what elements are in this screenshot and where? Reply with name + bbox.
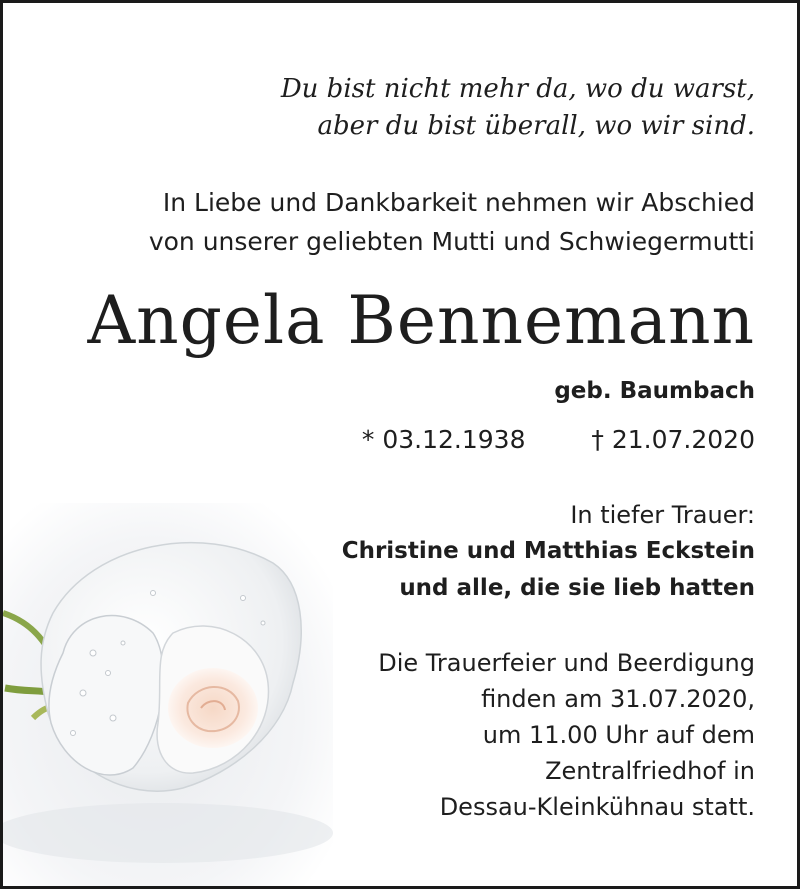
funeral-line-1: Die Trauerfeier und Beerdigung: [378, 649, 755, 677]
funeral-line-3: um 11.00 Uhr auf dem: [482, 721, 755, 749]
intro-line-1: In Liebe und Dankbarkeit nehmen wir Abschied: [162, 188, 755, 217]
funeral-line-2: finden am 31.07.2020,: [481, 685, 755, 713]
motto-line-1: Du bist nicht mehr da, wo du warst,: [280, 74, 755, 104]
funeral-line-5: Dessau-Kleinkühnau statt.: [439, 793, 755, 821]
white-rose-image: [3, 503, 333, 888]
funeral-info: [378, 645, 755, 825]
deceased-name: Angela Bennemann: [87, 282, 755, 359]
mourners-line-1: Christine und Matthias Eckstein: [341, 538, 755, 564]
death-date: † 21.07.2020: [591, 425, 755, 454]
mourning-intro: In tiefer Trauer:: [570, 501, 755, 529]
mourners: [342, 533, 755, 607]
funeral-line-4: Zentralfriedhof in: [545, 757, 755, 785]
birth-date: * 03.12.1938: [361, 425, 526, 454]
mourners-line-2: und alle, die sie lieb hatten: [399, 575, 755, 601]
maiden-name: geb. Baumbach: [554, 378, 755, 404]
intro-text: [149, 183, 755, 261]
intro-line-2: von unserer geliebten Mutti und Schwiegermutti: [148, 227, 755, 256]
motto-verse: [281, 71, 755, 145]
life-dates: [362, 423, 755, 457]
motto-line-2: aber du bist überall, wo wir sind.: [317, 111, 755, 141]
